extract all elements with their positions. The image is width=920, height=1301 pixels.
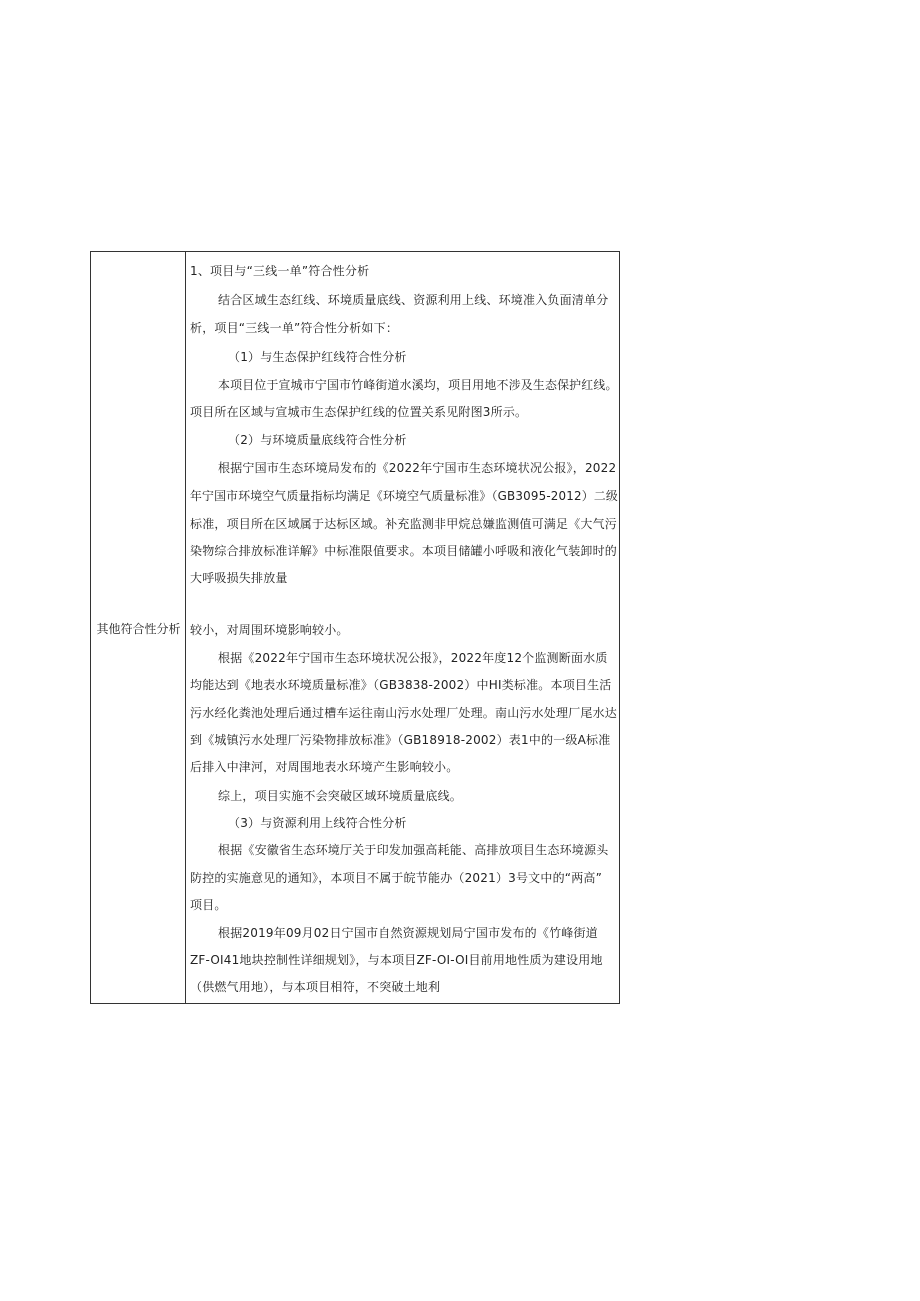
paragraph-line: 染物综合排放标准详解》中标准限值要求。本项目储罐小呼吸和液化气装卸时的 xyxy=(190,544,618,558)
paragraph-line: 较小，对周围环境影响较小。 xyxy=(190,623,349,637)
row-label-cell xyxy=(91,252,186,1003)
paragraph-line: （供燃气用地），与本项目相符，不突破土地利 xyxy=(190,980,441,994)
paragraph-line: 到《城镇污水处理厂污染物排放标准》（GB18918-2002）表1中的一级A标准 xyxy=(190,733,611,747)
paragraph-line: 结合区域生态红线、环境质量底线、资源利用上线、环境准入负面清单分 xyxy=(218,293,609,307)
paragraph-line: ZF-OI41地块控制性详细规划》，与本项目ZF-OI-OI目前用地性质为建设用地 xyxy=(190,953,603,967)
paragraph-line: 析，项目“三线一单”符合性分析如下： xyxy=(190,321,399,335)
paragraph-line: 污水经化粪池处理后通过槽车运往南山污水处理厂处理。南山污水处理厂尾水达 xyxy=(190,706,618,720)
paragraph-line: 项目。 xyxy=(190,898,227,912)
content-cell xyxy=(187,252,620,1003)
paragraph-line: 根据宁国市生态环境局发布的《2022年宁国市生态环境状况公报》，2022 xyxy=(218,461,617,475)
paragraph-line: 本项目位于宣城市宁国市竹峰街道水溪均，项目用地不涉及生态保护红线。 xyxy=(218,378,618,392)
subsection-heading: （3）与资源利用上线符合性分析 xyxy=(228,816,407,830)
paragraph-line: 标准，项目所在区域属于达标区域。补充监测非甲烷总嫌监测值可满足《大气污 xyxy=(190,517,618,531)
subsection-heading: （1）与生态保护红线符合性分析 xyxy=(228,350,407,364)
section-heading: 1、项目与“三线一单”符合性分析 xyxy=(190,264,370,278)
paragraph-line: 根据《2022年宁国市生态环境状况公报》，2022年度12个监测断面水质 xyxy=(218,651,608,665)
paragraph-line: 防控的实施意见的通知》，本项目不属于皖节能办（2021）3号文中的“两高” xyxy=(190,871,603,885)
paragraph-line: 根据《安徽省生态环境厅关于印发加强高耗能、高排放项目生态环境源头 xyxy=(218,843,609,857)
paragraph-line: 大呼吸损失排放量 xyxy=(190,571,288,585)
subsection-heading: （2）与环境质量底线符合性分析 xyxy=(228,433,407,447)
paragraph-line: 根据2019年09月02日宁国市自然资源规划局宁国市发布的《竹峰街道 xyxy=(218,926,598,940)
row-label: 其他符合性分析 xyxy=(96,622,181,636)
paragraph-line: 年宁国市环境空气质量指标均满足《环境空气质量标准》（GB3095-2012）二级 xyxy=(190,489,618,503)
paragraph-line: 综上，项目实施不会突破区域环境质量底线。 xyxy=(218,789,463,803)
paragraph-line: 后排入中津河，对周围地表水环境产生影响较小。 xyxy=(190,760,459,774)
paragraph-line: 项目所在区域与宣城市生态保护红线的位置关系见附图3所示。 xyxy=(190,405,528,419)
compliance-table xyxy=(90,251,620,1004)
paragraph-line: 均能达到《地表水环境质量标准》（GB3838-2002）中HI类标准。本项目生活 xyxy=(190,678,612,692)
